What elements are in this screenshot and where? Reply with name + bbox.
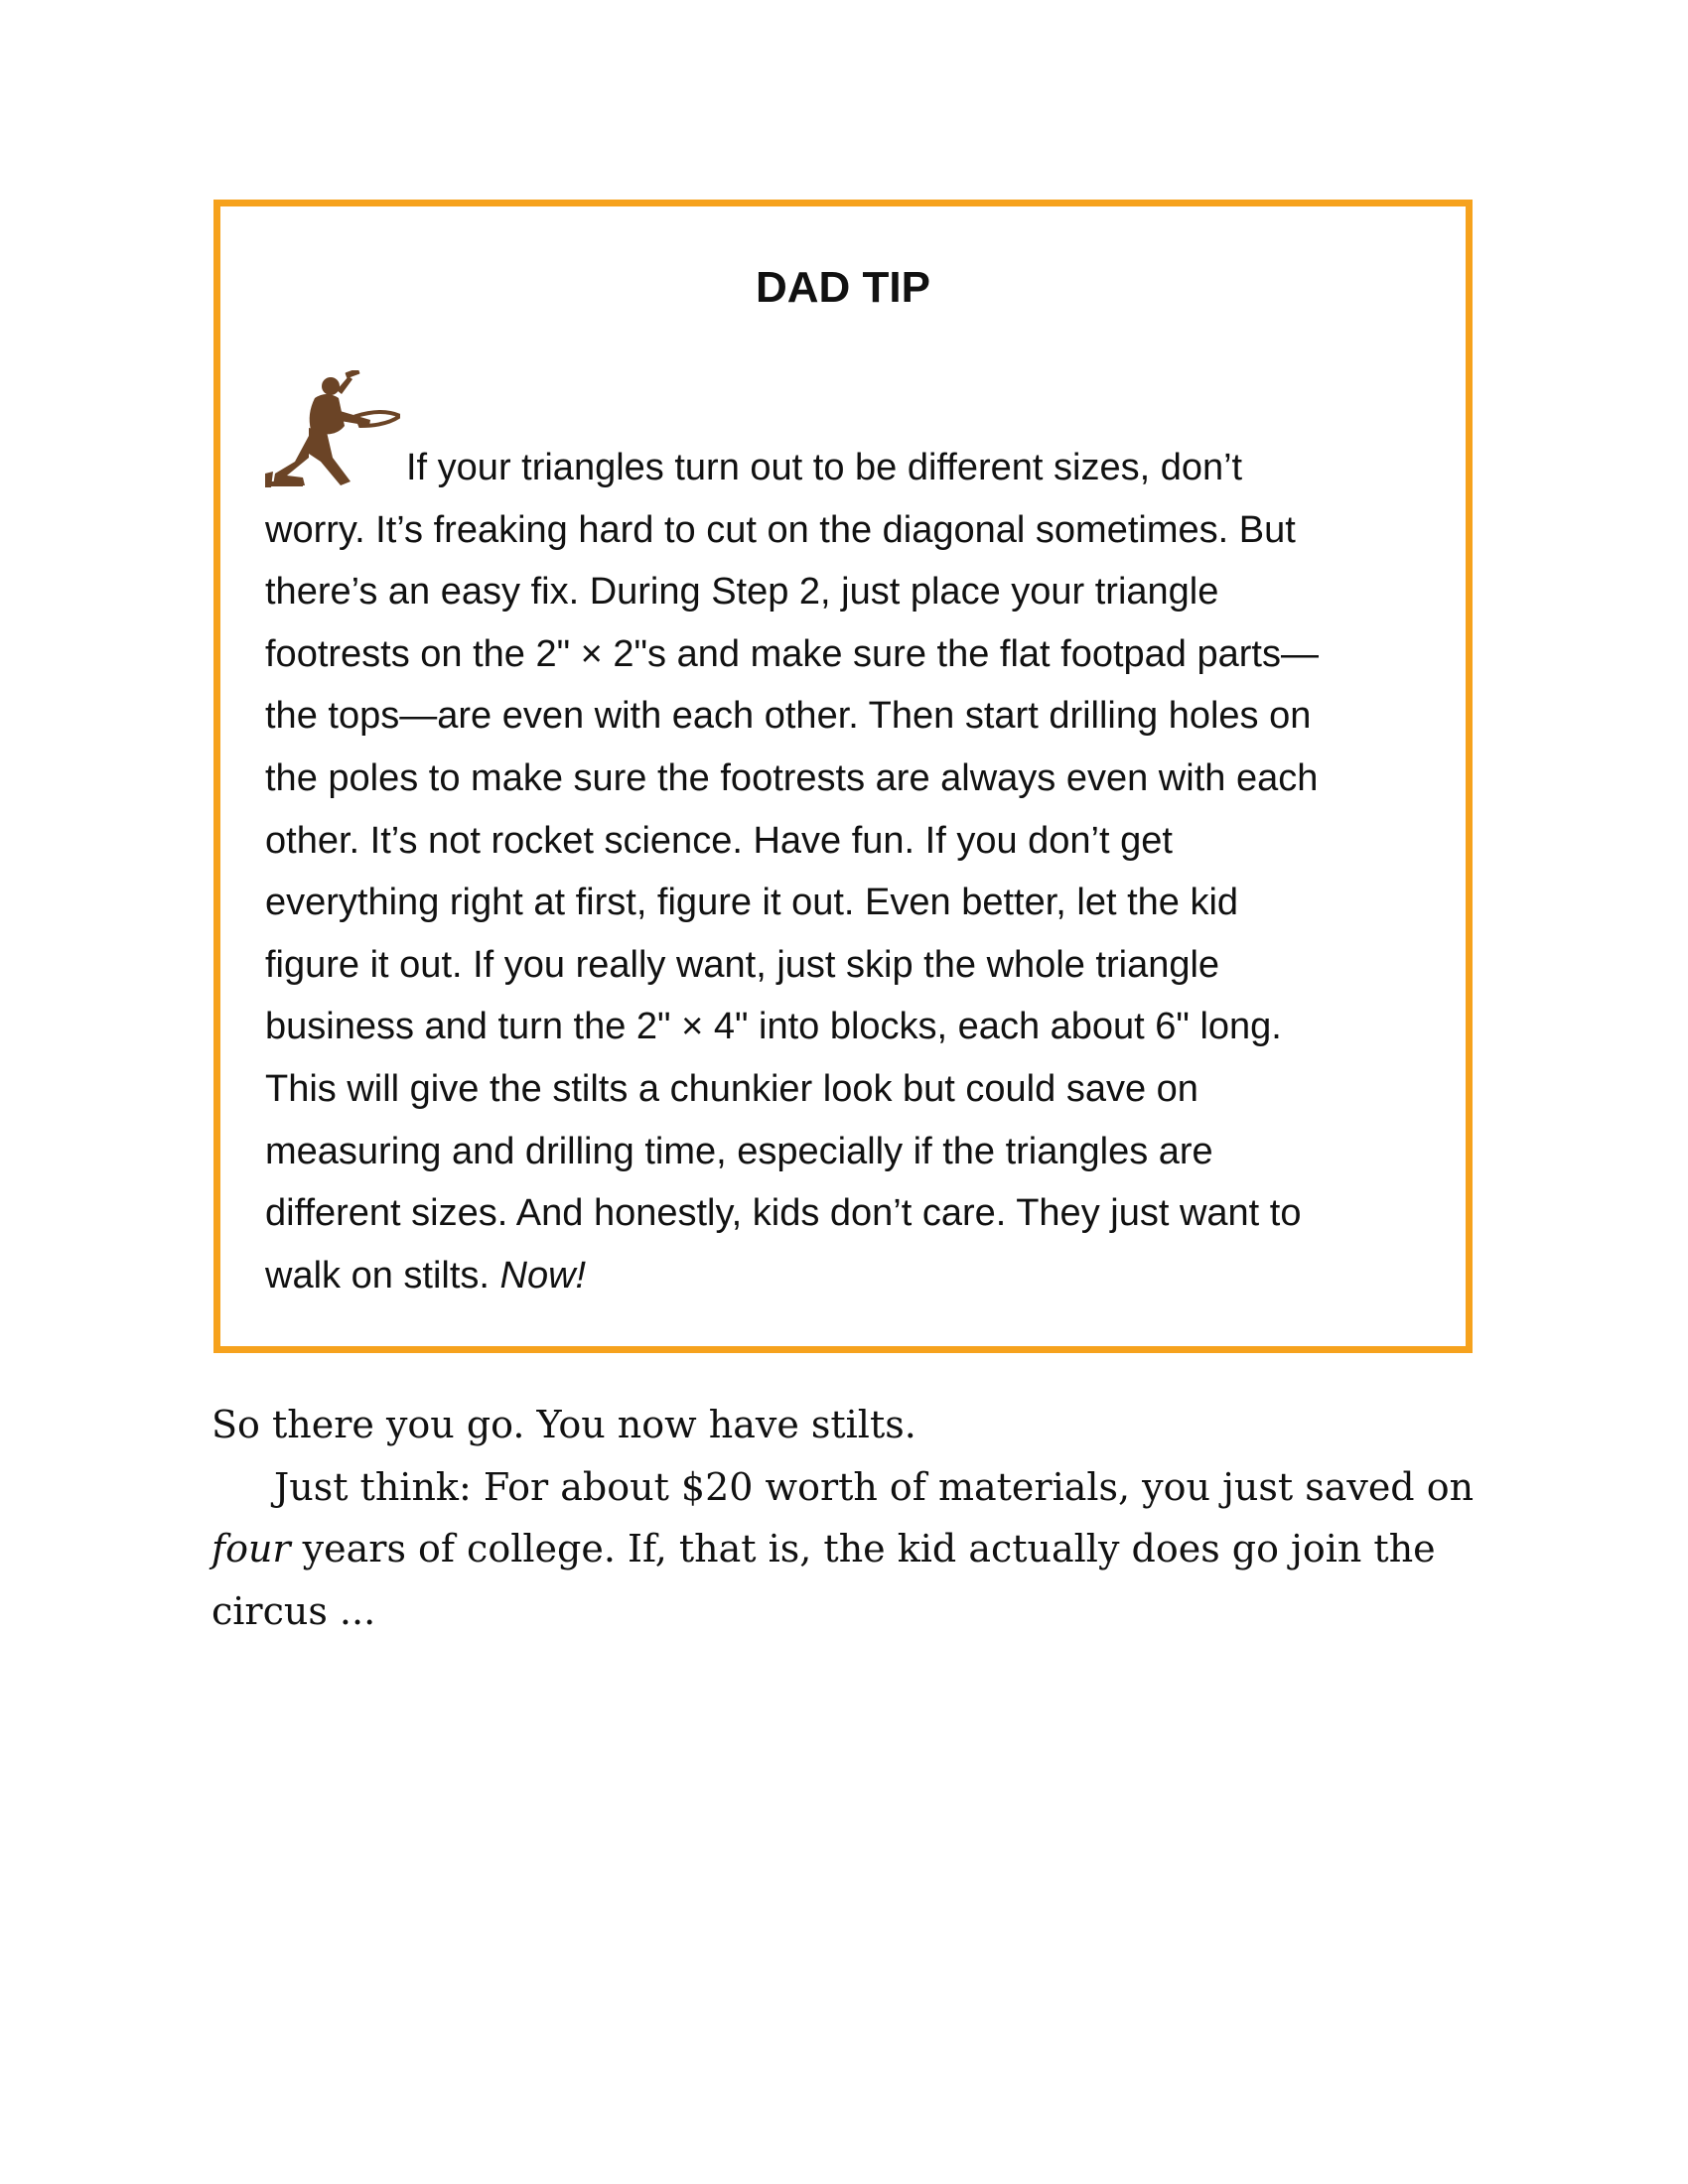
body-line-2: Just think: For about $20 worth of materials, you just saved on — [274, 1464, 1475, 1509]
body-line-3-text: years of college. If, that is, the kid actually does go join the — [290, 1527, 1436, 1571]
tip-line-13: different sizes. And honestly, kids don’t care. They just want to — [265, 1192, 1302, 1235]
tip-text — [265, 370, 1447, 1306]
tip-line-5: the tops—are even with each other. Then start drilling holes on — [265, 695, 1312, 738]
tip-line-11: This will give the stilts a chunkier look but could save on — [265, 1067, 1198, 1110]
body-line-4: circus ... — [211, 1588, 376, 1633]
tip-line-1 — [265, 370, 1447, 499]
tip-line-2: worry. It’s freaking hard to cut on the diagonal sometimes. But — [265, 508, 1296, 551]
tip-line-6: the poles to make sure the footrests are always even with each — [265, 756, 1319, 799]
body-line-3 — [211, 1518, 1482, 1580]
tip-line-12: measuring and drilling time, especially if the triangles are — [265, 1130, 1213, 1172]
tip-line-14 — [265, 1245, 1447, 1307]
body-text — [211, 1394, 1482, 1642]
tip-line-10: business and turn the 2" × 4" into blocks, each about 6" long. — [265, 1006, 1282, 1048]
body-line-1: So there you go. You now have stilts. — [211, 1403, 916, 1446]
tip-line-8: everything right at first, figure it out. Even better, let the kid — [265, 882, 1239, 924]
tip-line-1-text: If your triangles turn out to be different sizes, don’t — [406, 447, 1243, 488]
emphasis-four: four — [211, 1527, 291, 1571]
tip-line-4: footrests on the 2" × 2"s and make sure the flat footpad parts— — [265, 632, 1319, 675]
tip-emphasis-now: Now! — [499, 1254, 587, 1297]
tip-line-7: other. It’s not rocket science. Have fun. If you don’t get — [265, 819, 1173, 862]
tip-title: DAD TIP — [756, 263, 930, 312]
tip-line-9: figure it out. If you really want, just skip the whole triangle — [265, 943, 1220, 986]
kneeling-carpenter-icon — [265, 370, 400, 487]
tip-line-3: there’s an easy fix. During Step 2, just place your triangle — [265, 571, 1219, 614]
dad-tip-box — [213, 200, 1473, 1353]
tip-last-line-text: walk on stilts. — [265, 1254, 500, 1297]
